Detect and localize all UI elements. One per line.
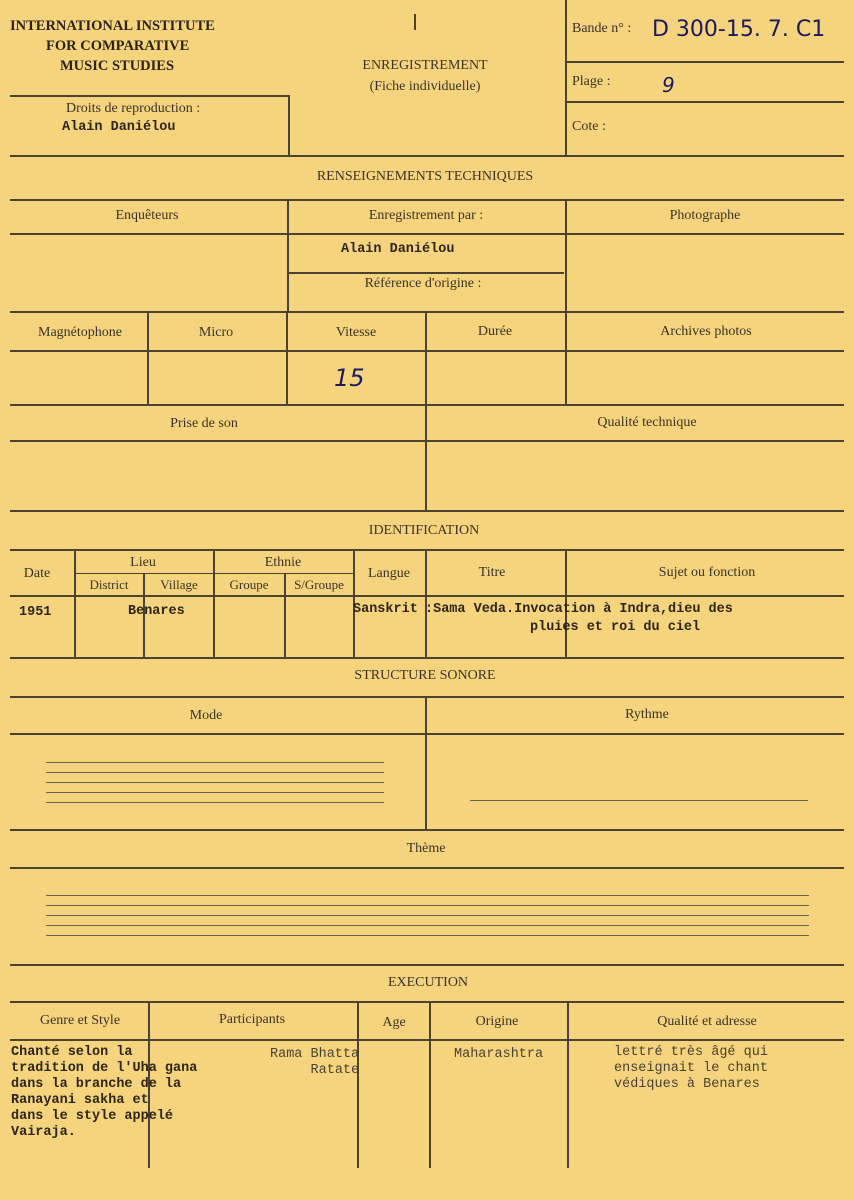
theme-writing-line: [46, 905, 809, 906]
rule: [10, 964, 844, 966]
techniques-heading: RENSEIGNEMENTS TECHNIQUES: [316, 169, 534, 184]
rule: [10, 549, 844, 551]
theme-label: Thème: [406, 841, 446, 856]
rule: [566, 61, 844, 63]
ethnie-header: Ethnie: [264, 555, 302, 570]
rule: [357, 1002, 359, 1168]
rule: [10, 696, 844, 698]
rule: [425, 697, 427, 829]
rule: [10, 155, 844, 157]
rule: [10, 199, 844, 201]
rule: [10, 867, 844, 869]
rythme-label: Rythme: [625, 707, 669, 722]
rule: [565, 0, 567, 155]
rule: [10, 595, 844, 597]
enregistrement-subtitle: (Fiche individuelle): [369, 79, 481, 94]
bande-label: Bande n° :: [572, 21, 632, 36]
execution-heading: EXECUTION: [387, 975, 469, 990]
structure-heading: STRUCTURE SONORE: [354, 668, 496, 683]
qualite-adresse-label: Qualité et adresse: [657, 1014, 757, 1029]
header-tick: [414, 14, 416, 30]
enregistrement-par-label: Enregistrement par :: [368, 208, 484, 223]
date-value: 1951: [19, 605, 52, 620]
droits-label: Droits de reproduction :: [66, 101, 201, 116]
enregistrement-title: ENREGISTREMENT: [362, 58, 488, 73]
rule: [10, 95, 289, 97]
rule: [74, 550, 76, 657]
droits-value: Alain Daniélou: [62, 120, 176, 135]
rule: [565, 200, 567, 311]
rule: [10, 440, 844, 442]
mode-writing-line: [46, 782, 384, 783]
mode-label: Mode: [189, 708, 223, 723]
rule: [147, 312, 149, 404]
institute-name-line-3: MUSIC STUDIES: [60, 58, 175, 74]
mode-writing-line: [46, 802, 384, 803]
rule: [10, 1039, 844, 1041]
rule: [10, 1001, 844, 1003]
rule: [10, 510, 844, 512]
vitesse-label: Vitesse: [335, 325, 377, 340]
archives-photos-label: Archives photos: [660, 324, 752, 339]
titre-header: Titre: [478, 565, 506, 580]
rule: [10, 233, 844, 235]
prise-de-son-label: Prise de son: [170, 416, 238, 431]
qualite-adresse-value: lettré très âgé qui enseignait le chant védiques à Benares: [614, 1045, 768, 1092]
institute-name-line-1: INTERNATIONAL INSTITUTE: [10, 18, 215, 34]
rule: [10, 311, 844, 313]
rule: [425, 405, 427, 510]
micro-label: Micro: [198, 325, 234, 340]
rule: [286, 312, 288, 404]
village-header: Village: [160, 577, 198, 592]
groupe-header: Groupe: [229, 577, 269, 592]
duree-label: Durée: [477, 324, 513, 339]
langue-header: Langue: [368, 566, 410, 581]
lieu-header: Lieu: [130, 555, 156, 570]
mode-writing-line: [46, 762, 384, 763]
mode-writing-line: [46, 772, 384, 773]
enregistrement-par-value: Alain Daniélou: [341, 242, 455, 257]
mode-writing-line: [46, 792, 384, 793]
rule: [565, 312, 567, 404]
genre-style-value: Chanté selon la tradition de l'Uha gana dans la branche de la Ranayani sakha et dans le style appelé Vairaja.: [11, 1045, 198, 1140]
origine-label: Origine: [475, 1014, 519, 1029]
rule: [10, 350, 844, 352]
age-label: Age: [382, 1015, 406, 1030]
cote-label: Cote :: [572, 119, 606, 134]
magnetophone-label: Magnétophone: [38, 325, 122, 340]
rule: [288, 272, 564, 274]
origine-value: Maharashtra: [454, 1047, 544, 1062]
langue-value: Sanskrit: [353, 602, 418, 617]
sujet-header: Sujet ou fonction: [658, 565, 756, 580]
bande-value: D 300-15. 7. C1: [652, 17, 826, 42]
enqueteurs-label: Enquêteurs: [115, 208, 179, 223]
theme-writing-line: [46, 935, 809, 936]
theme-writing-line: [46, 925, 809, 926]
rule: [284, 574, 286, 657]
date-header: Date: [23, 566, 51, 581]
theme-writing-line: [46, 895, 809, 896]
rule: [287, 200, 289, 311]
lieu-value: Benares: [128, 604, 185, 619]
rule: [10, 829, 844, 831]
rule: [288, 95, 290, 155]
plage-value: 9: [662, 73, 675, 97]
rule: [566, 101, 844, 103]
participants-label: Participants: [218, 1012, 286, 1027]
rule: [425, 312, 427, 404]
reference-label: Référence d'origine :: [364, 276, 482, 291]
titre-value-line-1: :Sama Veda.Invocation à Indra,dieu des: [425, 602, 733, 617]
rule: [10, 404, 844, 406]
genre-style-label: Genre et Style: [39, 1013, 121, 1028]
rule: [567, 1002, 569, 1168]
photographe-label: Photographe: [669, 208, 741, 223]
qualite-technique-label: Qualité technique: [597, 415, 697, 430]
institute-name-line-2: FOR COMPARATIVE: [46, 38, 190, 54]
district-header: District: [89, 577, 129, 592]
titre-value-line-2: pluies et roi du ciel: [530, 620, 701, 635]
rule: [10, 733, 844, 735]
vitesse-value: 15: [334, 364, 365, 392]
rythme-writing-line: [470, 800, 808, 801]
participants-value: Rama Bhatta Ratate: [270, 1047, 360, 1078]
theme-writing-line: [46, 915, 809, 916]
sgroupe-header: S/Groupe: [294, 577, 344, 592]
identification-heading: IDENTIFICATION: [368, 523, 480, 538]
rule: [429, 1002, 431, 1168]
rule: [213, 550, 215, 657]
rule: [10, 657, 844, 659]
plage-label: Plage :: [572, 74, 611, 89]
